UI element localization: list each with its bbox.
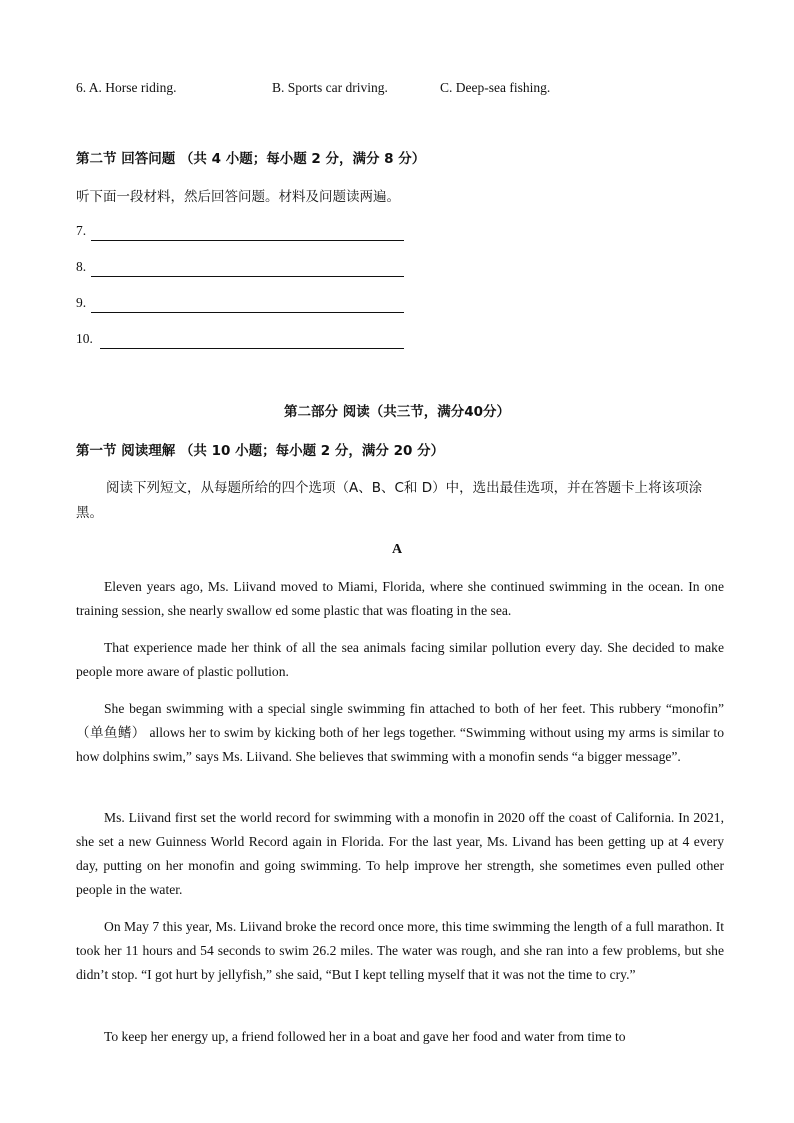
blank-number: 9. bbox=[76, 295, 87, 310]
q6-option-a: 6. A. Horse riding. bbox=[76, 80, 177, 95]
blank-line bbox=[91, 312, 404, 313]
section2-instruction: 听下面一段材料，然后回答问题。材料及问题读两遍。 bbox=[76, 189, 400, 205]
passage-paragraph-3: She began swimming with a special single swimming fin attached to both of her feet. This rubbery “monofin” （单鱼鳍） allows her to swim by kicking both of her legs together. “Swimming without using my arms is similar to how dolphins swim,” says Ms. Liivand. She believes that swimming with a monofin sends “a bigger message”. bbox=[76, 701, 724, 764]
section1-heading: 第一节 阅读理解 （共 10 小题；每小题 2 分，满分 20 分） bbox=[76, 443, 445, 459]
passage-paragraph-2: That experience made her think of all the sea animals facing similar pollution every day. She decided to make people more aware of plastic pollution. bbox=[76, 640, 724, 679]
passage-label: A bbox=[391, 542, 403, 557]
answer-blank-10[interactable] bbox=[76, 331, 406, 349]
answer-blank-7[interactable] bbox=[76, 223, 406, 241]
blank-number: 7. bbox=[76, 223, 87, 238]
blank-number: 8. bbox=[76, 259, 87, 274]
blank-line bbox=[91, 276, 404, 277]
passage-paragraph-6: To keep her energy up, a friend followed her in a boat and gave her food and water from time to bbox=[104, 1029, 626, 1044]
passage-paragraph-4: Ms. Liivand first set the world record for swimming with a monofin in 2020 off the coast of California. In 2021, she set a new Guinness World Record again in Florida. For the last year, Ms. Livand has been getting up at 4 every day, putting on her monofin and going swimming. To help improve her strength, she sometimes even pulled other people in the water. bbox=[76, 810, 724, 897]
blank-number: 10. bbox=[76, 331, 93, 346]
reading-instruction: 阅读下列短文，从每题所给的四个选项（A、B、C和 D）中，选出最佳选项，并在答题卡上将该项涂黑。 bbox=[76, 480, 703, 521]
blank-line bbox=[100, 348, 404, 349]
answer-blank-8[interactable] bbox=[76, 259, 406, 277]
q6-option-b: B. Sports car driving. bbox=[272, 80, 388, 95]
section2-heading: 第二节 回答问题 （共 4 小题；每小题 2 分，满分 8 分） bbox=[76, 151, 426, 167]
passage-paragraph-5: On May 7 this year, Ms. Liivand broke the record once more, this time swimming the length of a full marathon. It took her 11 hours and 54 seconds to swim 26.2 miles. The water was rough, and she ran into a few problems, but she didn’t stop. “I got hurt by jellyfish,” she said, “But I kept telling myself that it was not the time to cry.” bbox=[76, 919, 724, 982]
blank-line bbox=[91, 240, 404, 241]
q6-option-c: C. Deep-sea fishing. bbox=[440, 80, 551, 95]
passage-paragraph-1: Eleven years ago, Ms. Liivand moved to Miami, Florida, where she continued swimming in the ocean. In one training session, she nearly swallow ed some plastic that was floating in the sea. bbox=[76, 579, 724, 618]
answer-blank-9[interactable] bbox=[76, 295, 406, 313]
part2-heading: 第二部分 阅读（共三节，满分40分） bbox=[284, 404, 510, 420]
